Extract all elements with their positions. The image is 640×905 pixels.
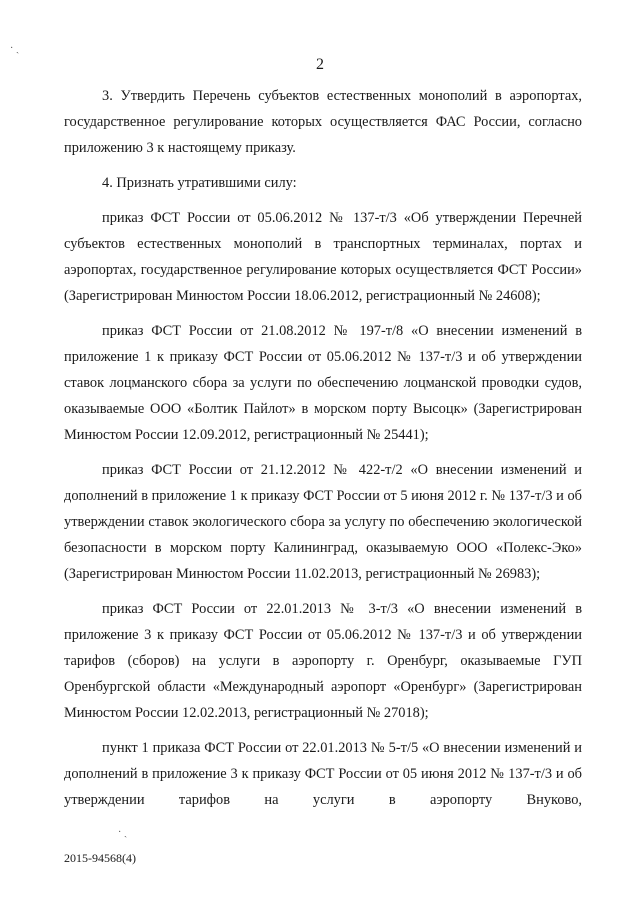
- paragraph-order-137: приказ ФСТ России от 05.06.2012 № 137-т/3 «Об утверждении Перечней субъектов естественных монополий в транспортных терминалах, портах и аэропортах, государственное регулирование которых осуществляется ФСТ России» (Зарегистрирован Минюстом России 18.06.2012, регистрационный № 24608);: [64, 210, 582, 304]
- paragraph-order-197: приказ ФСТ России от 21.08.2012 № 197-т/8 «О внесении изменений в приложение 1 к приказу ФСТ России от 05.06.2012 № 137-т/3 и об утверждении ставок лоцманского сбора за услуги по обеспечению лоцманской проводки судов, оказываемые ООО «Болтик Пайлот» в морском порту Высоцк» (Зарегистрирован Минюстом России 12.09.2012, регистрационный № 25441);: [64, 323, 582, 443]
- paragraph-repeal-heading: 4. Признать утратившими силу:: [102, 175, 297, 191]
- paragraph-order-422: приказ ФСТ России от 21.12.2012 № 422-т/2 «О внесении изменений и дополнений в приложение 1 к приказу ФСТ России от 5 июня 2012 г. № 137-т/3 и об утверждении ставок экологического сбора за услугу по обеспечению экологической безопасности в морском порту Калининград, оказываемую ООО «Полекс-Эко» (Зарегистрирован Минюстом России 11.02.2013, регистрационный № 26983);: [64, 462, 582, 582]
- scan-speck: · ˏ: [10, 43, 20, 54]
- paragraph-order-5: пункт 1 приказа ФСТ России от 22.01.2013 № 5-т/5 «О внесении изменений и дополнений в приложение 3 к приказу ФСТ России от 05 июня 2012 № 137-т/3 и об утверждении тарифов на услуги в аэропорту Внуково,: [64, 740, 582, 808]
- paragraph-approve-list: 3. Утвердить Перечень субъектов естественных монополий в аэропортах, государственное регулирование которых осуществляется ФАС России, согласно приложению 3 к настоящему приказу.: [64, 88, 582, 156]
- document-code: 2015-94568(4): [64, 851, 136, 865]
- scan-speck: · ˏ: [118, 827, 128, 838]
- page-number: 2: [316, 56, 324, 73]
- paragraph-order-3: приказ ФСТ России от 22.01.2013 № 3-т/3 «О внесении изменений в приложение 3 к приказу ФСТ России от 05.06.2012 № 137-т/3 и об утверждении тарифов (сборов) на услуги в аэропорту г. Оренбург, оказываемые ГУП Оренбургской области «Международный аэропорт «Оренбург» (Зарегистрирован Минюстом России 12.02.2013, регистрационный № 27018);: [64, 601, 582, 721]
- document-body: [64, 83, 582, 813]
